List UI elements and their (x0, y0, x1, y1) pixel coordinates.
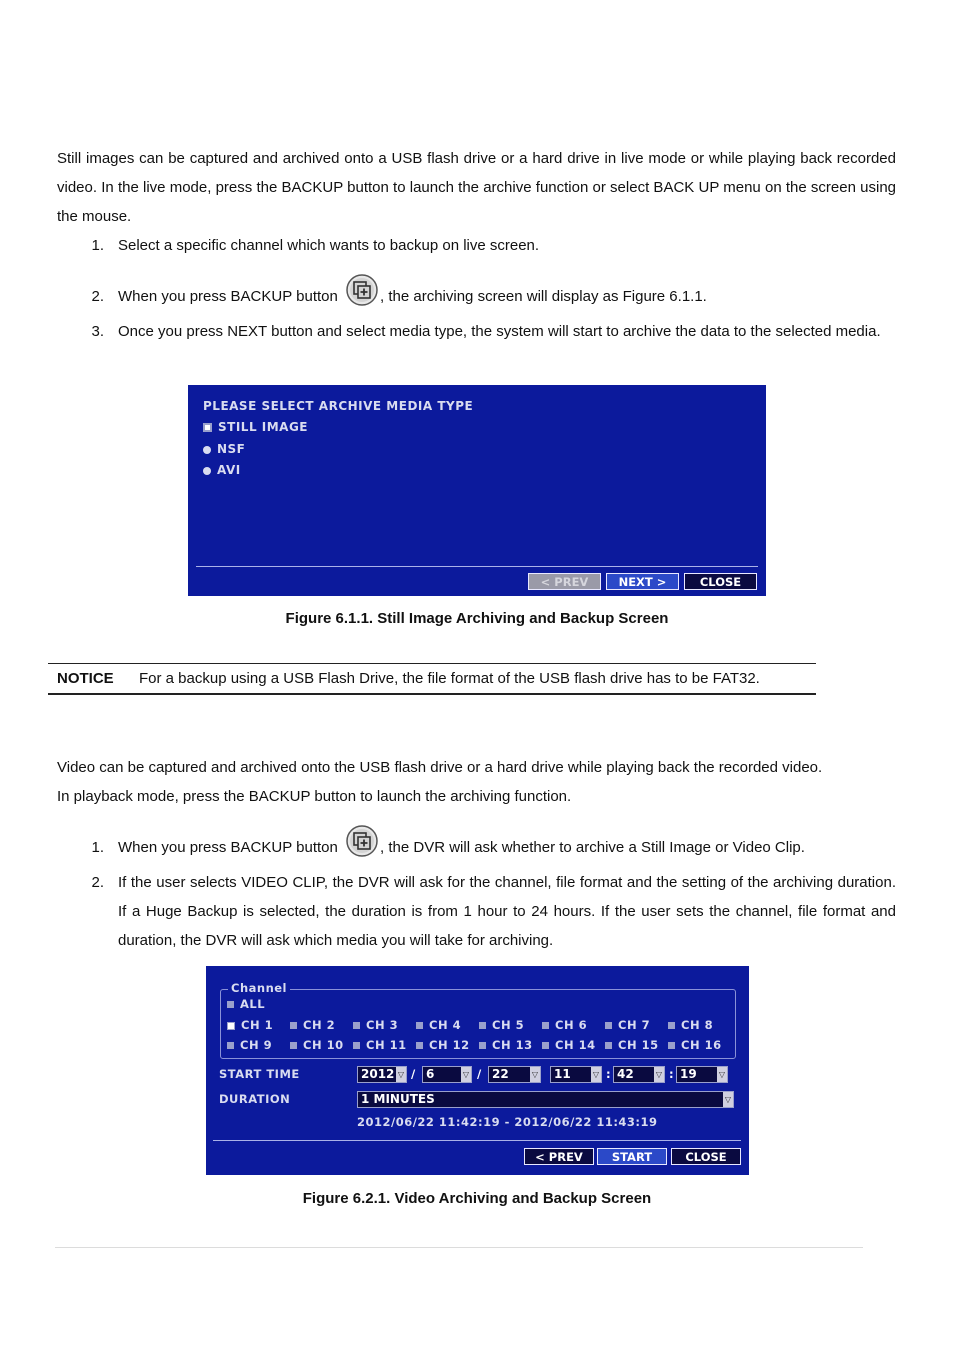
footer-rule (55, 1247, 863, 1248)
dropdown-icon: ▽ (396, 1067, 406, 1082)
checkbox-label: CH 11 (366, 1038, 407, 1052)
close-button[interactable]: CLOSE (684, 573, 757, 590)
media-option-still-image[interactable] (203, 420, 308, 434)
dropdown-icon: ▽ (461, 1067, 471, 1082)
time-separator: : (606, 1067, 612, 1081)
notice-top-rule (48, 663, 816, 664)
figure-caption: Figure 6.2.1. Video Archiving and Backup Screen (302, 1190, 652, 1207)
media-option-nsf[interactable] (203, 442, 245, 456)
checkbox-label: CH 4 (429, 1018, 462, 1032)
second-select[interactable]: 19 ▽ (676, 1066, 728, 1083)
checkbox-label: CH 10 (303, 1038, 344, 1052)
dropdown-icon: ▽ (723, 1092, 733, 1107)
channel-checkbox-ch-12[interactable] (416, 1038, 470, 1052)
checkbox-icon (668, 1042, 675, 1049)
list-number: 2. (91, 874, 104, 891)
channel-checkbox-ch-6[interactable] (542, 1018, 587, 1032)
dropdown-icon: ▽ (654, 1067, 664, 1082)
list-text: Once you press NEXT button and select media type, the system will start to archive the data to the selected media. (118, 323, 881, 340)
checkbox-icon (479, 1042, 486, 1049)
channel-checkbox-ch-14[interactable] (542, 1038, 596, 1052)
option-label: STILL IMAGE (218, 420, 309, 434)
prev-button[interactable]: < PREV (524, 1148, 594, 1165)
list-item (57, 268, 896, 306)
checkbox-label: CH 7 (618, 1018, 651, 1032)
time-range-text: 2012/06/22 11:42:19 - 2012/06/22 11:43:19 (357, 1115, 658, 1129)
channel-checkbox-ch-13[interactable] (479, 1038, 533, 1052)
checkbox-label: CH 8 (681, 1018, 714, 1032)
day-select[interactable]: 22 ▽ (488, 1066, 541, 1083)
dropdown-icon: ▽ (530, 1067, 540, 1082)
list-text-cont: , the DVR will ask whether to archive a Still Image or Video Clip. (380, 839, 805, 856)
next-button[interactable]: NEXT > (606, 573, 679, 590)
checkbox-icon (416, 1042, 423, 1049)
option-label: NSF (217, 442, 246, 456)
date-separator: / (477, 1067, 482, 1081)
checkbox-label: CH 2 (303, 1018, 336, 1032)
list-item (57, 317, 896, 375)
list-number: 1. (91, 839, 104, 856)
channel-checkbox-ch-8[interactable] (668, 1018, 713, 1032)
prev-button[interactable]: < PREV (528, 573, 601, 590)
checkbox-label: CH 1 (241, 1018, 274, 1032)
list-number: 2. (91, 288, 104, 305)
dropdown-icon: ▽ (591, 1067, 601, 1082)
channel-checkbox-ch-15[interactable] (605, 1038, 659, 1052)
year-select[interactable]: 2012 ▽ (357, 1066, 407, 1083)
notice-label: NOTICE (57, 670, 114, 687)
list-text-cont: , the archiving screen will display as Figure 6.1.1. (380, 288, 707, 305)
list-text: Select a specific channel which wants to backup on live screen. (118, 237, 540, 254)
channel-checkbox-ch-11[interactable] (353, 1038, 407, 1052)
channel-checkbox-ch-16[interactable] (668, 1038, 722, 1052)
checked-checkbox-icon (227, 1022, 235, 1030)
checkbox-icon (542, 1042, 549, 1049)
checkbox-icon (227, 1042, 234, 1049)
checkbox-label: CH 6 (555, 1018, 588, 1032)
video-archive-dialog (206, 966, 749, 1175)
checkbox-label: CH 14 (555, 1038, 596, 1052)
time-separator: : (669, 1067, 675, 1081)
option-label: AVI (217, 463, 241, 477)
channel-checkbox-ch-9[interactable] (227, 1038, 272, 1052)
radio-icon (203, 446, 211, 454)
checkbox-icon (605, 1042, 612, 1049)
checkbox-icon (290, 1022, 297, 1029)
checkbox-icon (605, 1022, 612, 1029)
checkbox-icon (542, 1022, 549, 1029)
channel-group-label: Channel (228, 981, 290, 995)
list-text: When you press BACKUP button (118, 839, 338, 856)
duration-select[interactable]: 1 MINUTES ▽ (357, 1091, 734, 1108)
section1-intro: Still images can be captured and archived onto a USB flash drive or a hard drive in live mode or while playing back recorded video. In the live mode, press the BACKUP button to launch the archive function or select BACK UP menu on the screen using the mouse. (57, 150, 896, 225)
checkbox-icon (353, 1042, 360, 1049)
checkbox-label: CH 15 (618, 1038, 659, 1052)
dialog-heading: PLEASE SELECT ARCHIVE MEDIA TYPE (203, 399, 474, 413)
radio-icon (203, 467, 211, 475)
list-item (57, 231, 896, 260)
checkbox-label: CH 3 (366, 1018, 399, 1032)
section2-intro-line2: In playback mode, press the BACKUP button to launch the archiving function. (57, 788, 572, 805)
checkbox-icon (668, 1022, 675, 1029)
date-separator: / (411, 1067, 416, 1081)
channel-checkbox-ch-10[interactable] (290, 1038, 344, 1052)
checkbox-label: CH 9 (240, 1038, 273, 1052)
archive-media-type-dialog (188, 385, 766, 596)
backup-button-icon (346, 825, 378, 857)
hour-select[interactable]: 11 ▽ (550, 1066, 602, 1083)
checkbox-icon (353, 1022, 360, 1029)
section2-intro-line1: Video can be captured and archived onto the USB flash drive or a hard drive while playing back the recorded video. (57, 759, 823, 776)
checkbox-label: CH 5 (492, 1018, 525, 1032)
channel-checkbox-ch-5[interactable] (479, 1018, 524, 1032)
channel-all-checkbox[interactable] (227, 997, 265, 1011)
checkbox-label: CH 13 (492, 1038, 533, 1052)
list-item (57, 868, 896, 956)
checkbox-icon (479, 1022, 486, 1029)
list-item (57, 819, 896, 857)
checkbox-icon (227, 1001, 234, 1008)
minute-select[interactable]: 42 ▽ (613, 1066, 665, 1083)
notice-text: For a backup using a USB Flash Drive, the file format of the USB flash drive has to be FAT32. (139, 670, 760, 687)
channel-checkbox-ch-1[interactable] (227, 1018, 273, 1032)
figure-caption: Figure 6.1.1. Still Image Archiving and Backup Screen (285, 610, 669, 627)
divider (196, 566, 758, 567)
channel-checkbox-ch-4[interactable] (416, 1018, 461, 1032)
month-select[interactable]: 6 ▽ (422, 1066, 472, 1083)
checkbox-label: ALL (240, 997, 266, 1011)
duration-label: DURATION (219, 1092, 291, 1106)
backup-button-icon (346, 274, 378, 306)
selected-radio-icon (203, 423, 212, 432)
divider (213, 1140, 741, 1141)
close-button[interactable]: CLOSE (671, 1148, 741, 1165)
media-option-avi[interactable] (203, 463, 241, 477)
list-text: When you press BACKUP button (118, 288, 338, 305)
list-number: 1. (91, 237, 104, 254)
checkbox-icon (290, 1042, 297, 1049)
checkbox-label: CH 16 (681, 1038, 722, 1052)
checkbox-label: CH 12 (429, 1038, 470, 1052)
start-button[interactable]: START (597, 1148, 667, 1165)
notice-bottom-rule (48, 693, 816, 695)
channel-checkbox-ch-3[interactable] (353, 1018, 398, 1032)
channel-checkbox-ch-2[interactable] (290, 1018, 335, 1032)
dropdown-icon: ▽ (717, 1067, 727, 1082)
channel-checkbox-ch-7[interactable] (605, 1018, 650, 1032)
list-text: If the user selects VIDEO CLIP, the DVR will ask for the channel, file format and the setting of the archiving duration. If a Huge Backup is selected, the duration is from 1 hour to 24 hours. If the user sets the channel, file format and duration, the DVR will ask which media you will take for archiving. (118, 874, 896, 949)
start-time-label: START TIME (219, 1067, 300, 1081)
list-number: 3. (91, 323, 104, 340)
checkbox-icon (416, 1022, 423, 1029)
